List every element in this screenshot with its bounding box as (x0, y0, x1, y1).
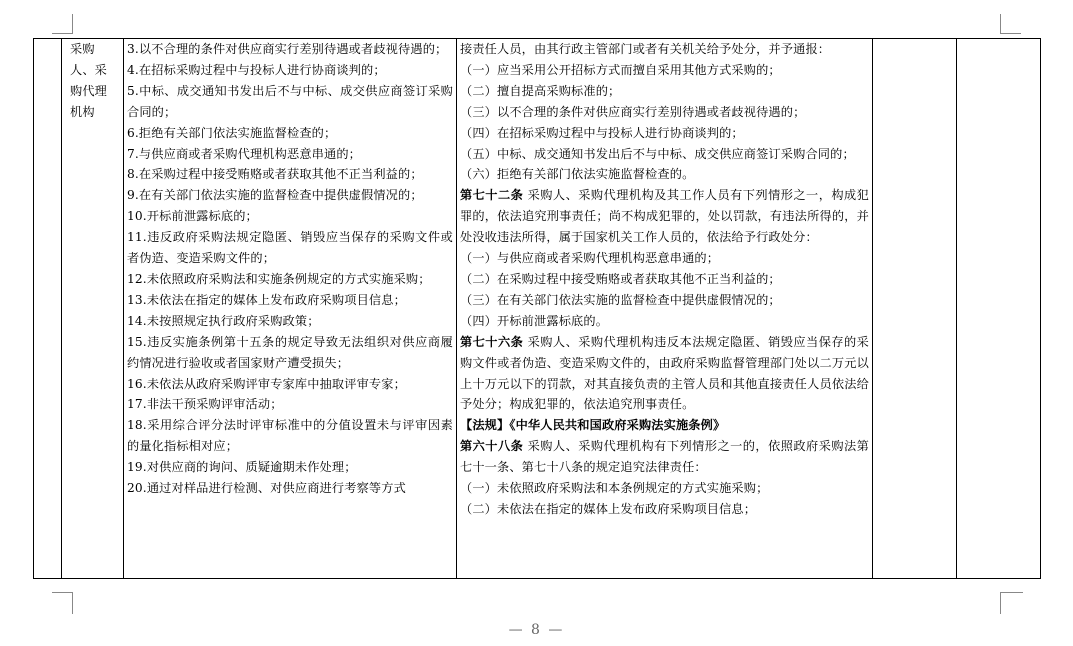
violation-item: 3.以不合理的条件对供应商实行差别待遇或者歧视待遇的； (127, 42, 448, 56)
violation-item: 18.采用综合评分法时评审标准中的分值设置未与评审因素的量化指标相对应； (127, 418, 453, 454)
legal-basis-paragraph (460, 248, 869, 269)
article-text: （六）拒绝有关部门依法实施监督检查的。 (460, 167, 695, 182)
violation-item: 13.未依法在指定的媒体上发布政府采购项目信息； (127, 292, 406, 307)
legal-basis-paragraph (460, 311, 869, 332)
legal-basis-paragraph (460, 290, 869, 311)
crop-mark-top-right-h (1001, 33, 1021, 34)
legal-basis-paragraph (460, 123, 869, 144)
legal-basis-paragraph (460, 499, 869, 520)
article-heading: 【法规】《中华人民共和国政府采购法实施条例》 (460, 418, 726, 433)
article-text: 采购人、采购代理机构违反本法规定隐匿、销毁应当保存的采购文件或者伪造、变造采购文件的，由政府采购监督管理部门处以二万元以上十万元以下的罚款，对其直接负责的主管人员和其他直接责任人员依法给予处分；构成犯罪的，依法追究刑事责任。 (460, 334, 869, 412)
items-cell (124, 39, 457, 579)
crop-mark-top-left-v (72, 14, 73, 34)
violation-item: 4.在招标采购过程中与投标人进行协商谈判的； (127, 62, 386, 77)
violation-item: 11.违反政府采购法规定隐匿、销毁应当保存的采购文件或者伪造、变造采购文件的； (127, 230, 453, 266)
crop-mark-bottom-right-h (1001, 592, 1023, 593)
document-table (33, 38, 1041, 579)
violation-item: 14.未按照规定执行政府采购政策； (127, 313, 320, 328)
subject-text: 采购人、采购代理机构 (70, 42, 108, 119)
legal-basis-cell (457, 39, 873, 579)
subject-cell (62, 39, 124, 579)
crop-mark-bottom-left-v (72, 592, 73, 614)
article-text: （二）擅自提高采购标准的； (460, 83, 621, 98)
violation-item: 15.违反实施条例第十五条的规定导致无法组织对供应商履约情况进行验收或者国家财产遭受损失； (127, 334, 453, 370)
crop-mark-top-left-h (52, 33, 72, 34)
violation-item: 10.开标前泄露标底的； (127, 209, 258, 224)
violation-item: 9.在有关部门依法实施的监督检查中提供虚假情况的； (127, 188, 423, 203)
legal-basis-paragraph (460, 60, 869, 81)
legal-basis-paragraph (460, 436, 869, 478)
legal-basis-paragraph (460, 164, 869, 185)
violation-item: 16.未依法从政府采购评审专家库中抽取评审专家； (127, 376, 406, 391)
article-text: 采购人、采购代理机构及其工作人员有下列情形之一，构成犯罪的，依法追究刑事责任；尚不构成犯罪的，处以罚款，有违法所得的，并处没收违法所得，属于国家机关工作人员的，依法给予行政处分： (460, 188, 869, 245)
violation-list (124, 39, 456, 499)
article-text: （四）在招标采购过程中与投标人进行协商谈判的； (460, 125, 744, 140)
legal-basis-paragraph (460, 81, 869, 102)
legal-basis-paragraph (460, 478, 869, 499)
index-cell (34, 39, 62, 579)
empty-cell-1 (873, 39, 957, 579)
table-row (34, 39, 1041, 579)
legal-basis-paragraph (460, 185, 869, 248)
article-heading: 第七十二条 (460, 188, 524, 203)
page-number: — 8 — (508, 622, 565, 638)
article-text: （一）应当采用公开招标方式而擅自采用其他方式采购的； (460, 62, 781, 77)
violation-item: 7.与供应商或者采购代理机构恶意串通的； (127, 146, 362, 161)
legal-basis-paragraph (460, 39, 869, 60)
crop-mark-bottom-right-v (1000, 592, 1001, 614)
legal-basis-paragraph (460, 269, 869, 290)
legal-basis-paragraph (460, 332, 869, 416)
article-text: （四）开标前泄露标底的。 (460, 313, 609, 328)
legal-basis-paragraph (460, 415, 869, 436)
article-text: 接责任人员，由其行政主管部门或者有关机关给予处分，并予通报： (460, 42, 831, 56)
crop-mark-bottom-left-h (52, 592, 72, 593)
article-text: （三）以不合理的条件对供应商实行差别待遇或者歧视待遇的； (460, 104, 806, 119)
article-text: （二）在采购过程中接受贿赂或者获取其他不正当利益的； (460, 271, 781, 286)
legal-basis-paragraph (460, 144, 869, 165)
violation-item: 20.通过对样品进行检测、对供应商进行考察等方式 (127, 481, 406, 496)
article-heading: 第六十八条 (460, 439, 524, 454)
violation-item: 17.非法干预采购评审活动； (127, 397, 283, 412)
article-text: 采购人、采购代理机构有下列情形之一的，依照政府采购法第七十一条、第七十八条的规定追究法律责任： (460, 439, 869, 475)
violation-item: 12.未依照政府采购法和实施条例规定的方式实施采购； (127, 271, 431, 286)
article-text: （五）中标、成交通知书发出后不与中标、成交供应商签订采购合同的； (460, 146, 855, 161)
violation-item: 19.对供应商的询问、质疑逾期未作处理； (127, 460, 357, 475)
article-text: （一）未依照政府采购法和本条例规定的方式实施采购； (460, 481, 769, 496)
article-text: （一）与供应商或者采购代理机构恶意串通的； (460, 251, 720, 266)
article-heading: 第七十六条 (460, 334, 524, 349)
article-text: （二）未依法在指定的媒体上发布政府采购项目信息； (460, 501, 757, 516)
legal-basis-paragraph (460, 102, 869, 123)
article-text: （三）在有关部门依法实施的监督检查中提供虚假情况的； (460, 292, 781, 307)
violation-item: 6.拒绝有关部门依法实施监督检查的； (127, 125, 337, 140)
crop-mark-top-right-v (1000, 14, 1001, 34)
violation-item: 8.在采购过程中接受贿赂或者获取其他不正当利益的； (127, 167, 423, 182)
legal-basis-list (457, 39, 872, 520)
empty-cell-2 (957, 39, 1041, 579)
violation-item: 5.中标、成交通知书发出后不与中标、成交供应商签订采购合同的； (127, 83, 453, 119)
